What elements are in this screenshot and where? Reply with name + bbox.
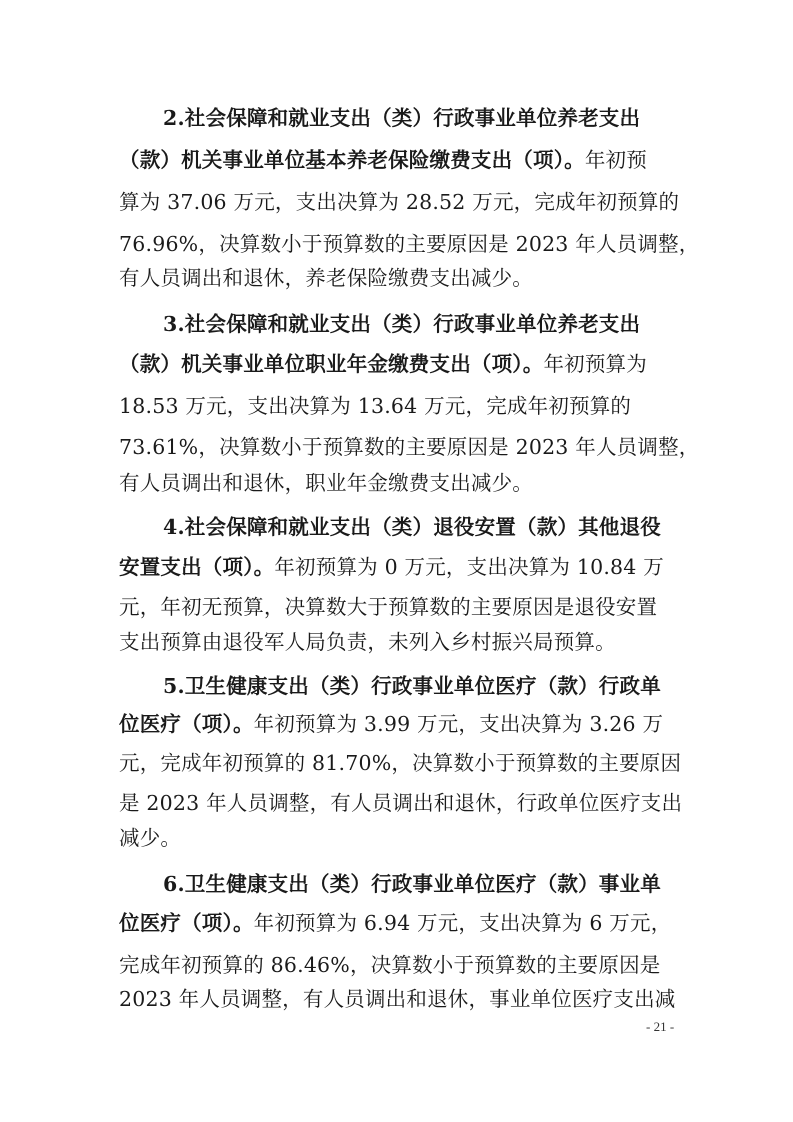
paragraph-text: 2023 年人员调整，有人员调出和退休，事业单位医疗支出减 xyxy=(119,987,676,1011)
paragraph-text: 年初预 xyxy=(584,148,647,172)
paragraph-text: 76.96%，决算数小于预算数的主要原因是 2023 年人员调整， xyxy=(119,232,700,256)
paragraph-line xyxy=(119,145,679,175)
paragraph-heading: 6.卫生健康支出（类）行政事业单位医疗（款）事业单 xyxy=(163,872,661,896)
paragraph-text: 18.53 万元，支出决算为 13.64 万元，完成年初预算的 xyxy=(119,394,632,418)
paragraph-line xyxy=(119,748,682,778)
paragraph-heading: 位医疗（项）。 xyxy=(119,911,254,935)
paragraph-line xyxy=(119,263,679,293)
paragraph-heading: （款）机关事业单位基本养老保险缴费支出（项）。 xyxy=(119,148,585,172)
paragraph-text: 元，年初无预算，决算数大于预算数的主要原因是退役安置 xyxy=(119,595,658,619)
paragraph-text: 减少。 xyxy=(119,826,182,850)
paragraph-line xyxy=(119,468,679,498)
paragraph-line xyxy=(163,671,679,701)
paragraph-heading: 4.社会保障和就业支出（类）退役安置（款）其他退役 xyxy=(163,515,661,539)
paragraph-text: 元，完成年初预算的 81.70%，决算数小于预算数的主要原因 xyxy=(119,751,682,775)
paragraph-text: 支出预算由退役军人局负责，未列入乡村振兴局预算。 xyxy=(119,630,616,654)
paragraph-line xyxy=(119,187,679,217)
paragraph-line xyxy=(119,229,700,259)
paragraph-line xyxy=(119,984,679,1014)
paragraph-text: 有人员调出和退休，职业年金缴费支出减少。 xyxy=(119,471,533,495)
paragraph-line xyxy=(119,627,679,657)
paragraph-heading: 3.社会保障和就业支出（类）行政事业单位养老支出 xyxy=(163,312,641,336)
paragraph-line xyxy=(119,950,679,980)
paragraph-line xyxy=(119,349,679,379)
paragraph-heading: 位医疗（项）。 xyxy=(119,712,254,736)
paragraph-line xyxy=(163,869,679,899)
paragraph-line xyxy=(119,552,679,582)
paragraph-line xyxy=(119,432,700,462)
paragraph-line xyxy=(119,391,679,421)
paragraph-line xyxy=(163,512,679,542)
paragraph-line xyxy=(119,908,679,938)
paragraph-text: 73.61%，决算数小于预算数的主要原因是 2023 年人员调整， xyxy=(119,435,700,459)
paragraph-heading: 安置支出（项）。 xyxy=(119,555,275,579)
paragraph-text: 是 2023 年人员调整，有人员调出和退休，行政单位医疗支出 xyxy=(119,791,683,815)
paragraph-text: 年初预算为 6.94 万元，支出决算为 6 万元， xyxy=(253,911,672,935)
paragraph-line xyxy=(119,709,679,739)
paragraph-line xyxy=(163,309,679,339)
paragraph-line xyxy=(119,823,679,853)
paragraph-line xyxy=(119,592,679,622)
paragraph-line xyxy=(119,788,683,818)
paragraph-heading: 2.社会保障和就业支出（类）行政事业单位养老支出 xyxy=(163,106,641,130)
paragraph-text: 算为 37.06 万元，支出决算为 28.52 万元，完成年初预算的 xyxy=(119,190,680,214)
page-number: - 21 - xyxy=(646,1019,675,1034)
paragraph-text: 完成年初预算的 86.46%，决算数小于预算数的主要原因是 xyxy=(119,953,661,977)
paragraph-heading: 5.卫生健康支出（类）行政事业单位医疗（款）行政单 xyxy=(163,674,661,698)
paragraph-text: 年初预算为 xyxy=(543,352,647,376)
paragraph-text: 年初预算为 0 万元，支出决算为 10.84 万 xyxy=(274,555,664,579)
paragraph-line xyxy=(163,103,679,133)
paragraph-text: 有人员调出和退休，养老保险缴费支出减少。 xyxy=(119,266,533,290)
paragraph-text: 年初预算为 3.99 万元，支出决算为 3.26 万 xyxy=(253,712,664,736)
paragraph-heading: （款）机关事业单位职业年金缴费支出（项）。 xyxy=(119,352,544,376)
